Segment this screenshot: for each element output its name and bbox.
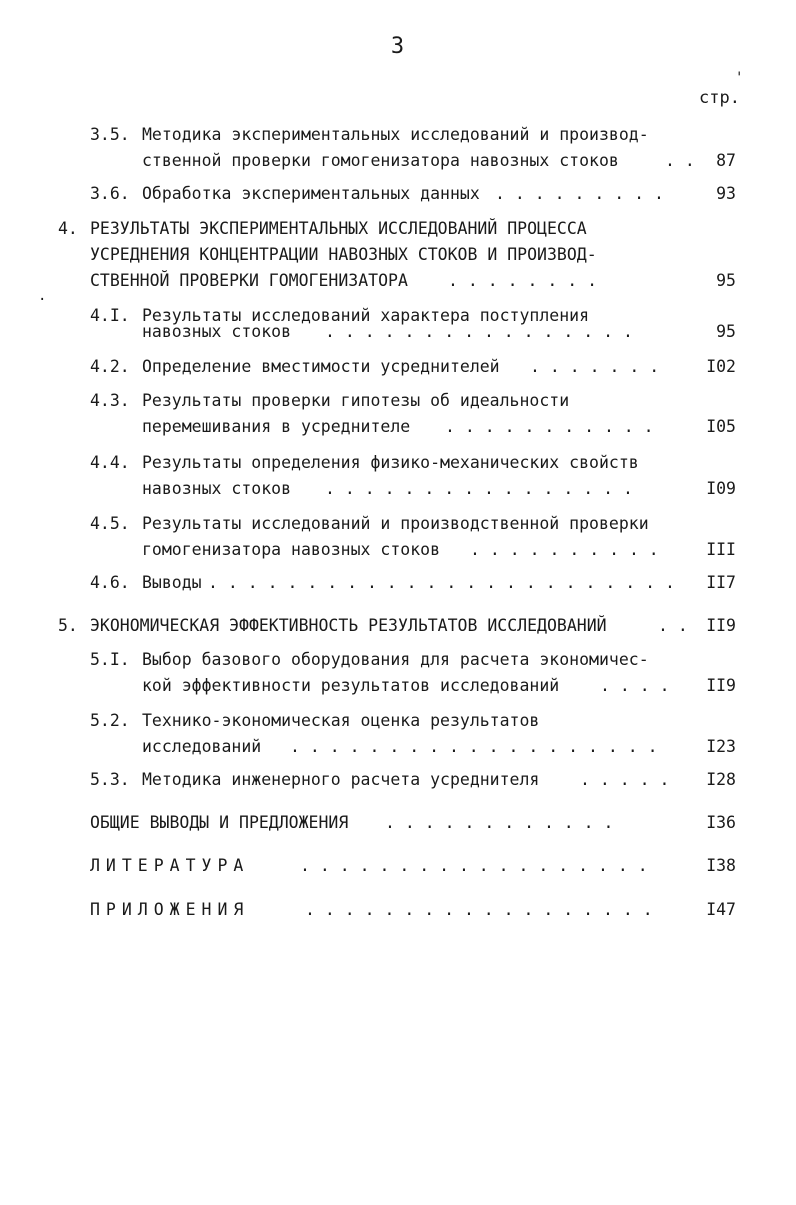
toc-entry: [58, 613, 736, 639]
entry-page: II7: [706, 573, 736, 592]
toc-entry: [90, 570, 736, 596]
toc-entry: [90, 181, 736, 207]
entry-page: III: [706, 540, 736, 559]
entry-number: 5.3.: [90, 770, 130, 789]
entry-page: 93: [716, 184, 736, 203]
entry-title-line: кой эффективности результатов исследований: [142, 676, 560, 695]
toc-entry: [90, 897, 736, 923]
entry-page: I23: [706, 737, 736, 756]
entry-number: 4.4.: [90, 453, 130, 472]
leader-dots: . . . . . . . . . . . .: [385, 813, 614, 832]
entry-title-line: Методика экспериментальных исследований и производ-: [142, 125, 649, 144]
entry-number: 4.5.: [90, 514, 130, 533]
page-number: 3: [390, 34, 406, 59]
entry-number: 5.I.: [90, 650, 130, 669]
leader-dots: . . . . . . . . . . . . . . . . . . . . . . . .: [208, 573, 675, 592]
toc-entry: [58, 216, 736, 294]
entry-title-line: ственной проверки гомогенизатора навозных стоков: [142, 151, 619, 170]
scan-speck: ·: [38, 292, 47, 308]
entry-number: 4.3.: [90, 391, 130, 410]
entry-page: I28: [706, 770, 736, 789]
leader-dots: . . . . . . . .: [448, 271, 598, 290]
entry-page: I47: [706, 900, 736, 919]
leader-dots: . . . . . . . . . .: [470, 540, 659, 559]
leader-dots: . . . . . . .: [530, 357, 660, 376]
entry-title-line: Результаты исследований характера поступления: [142, 306, 590, 325]
entry-page: II9: [706, 676, 736, 695]
entry-title-line: СТВЕННОЙ ПРОВЕРКИ ГОМОГЕНИЗАТОРА: [90, 271, 408, 290]
entry-title-line: ПРИЛОЖЕНИЯ: [90, 900, 250, 919]
entry-page: 95: [716, 271, 736, 290]
page-column-label: стр.: [699, 88, 740, 108]
toc-entry: [90, 810, 736, 836]
entry-title-line: РЕЗУЛЬТАТЫ ЭКСПЕРИМЕНТАЛЬНЫХ ИССЛЕДОВАНИЙ ПРОЦЕССА: [90, 219, 587, 238]
entry-number: 5.2.: [90, 711, 130, 730]
leader-dots: . . . . . . . . . . . . . . . . . .: [300, 856, 648, 875]
entry-title-line: Методика инженерного расчета усреднителя: [142, 770, 540, 789]
entry-number: 5.: [58, 616, 78, 635]
entry-page: I09: [706, 479, 736, 498]
leader-dots: . .: [658, 616, 688, 635]
toc-entry: [90, 450, 736, 502]
leader-dots: . . . . . . . . . . . . . . . .: [325, 479, 633, 498]
entry-title-line: Обработка экспериментальных данных: [142, 184, 480, 203]
leader-dots: . . . . . . . . . . .: [445, 417, 654, 436]
entry-title-line: навозных стоков: [142, 322, 292, 341]
leader-dots: . .: [665, 151, 695, 170]
entry-page: 87: [716, 151, 736, 170]
toc-entry: [90, 354, 736, 380]
leader-dots: . . . . . . . . . . . . . . . .: [325, 322, 633, 341]
leader-dots: . . . .: [600, 676, 670, 695]
entry-number: 4.6.: [90, 573, 130, 592]
toc-entry: [90, 388, 736, 440]
entry-title-line: ОБЩИЕ ВЫВОДЫ И ПРЕДЛОЖЕНИЯ: [90, 813, 349, 832]
entry-number: 4.2.: [90, 357, 130, 376]
toc-entry: [90, 647, 736, 699]
entry-title-line: перемешивания в усреднителе: [142, 417, 411, 436]
entry-title-line: ЛИТЕРАТУРА: [90, 856, 250, 875]
leader-dots: . . . . . . . . .: [495, 184, 664, 203]
entry-number: 4.I.: [90, 306, 130, 325]
entry-page: I05: [706, 417, 736, 436]
toc-entry: [90, 708, 736, 760]
toc-entry: [90, 767, 736, 793]
entry-title-line: навозных стоков: [142, 479, 292, 498]
entry-page: 95: [716, 322, 736, 341]
toc-entry: [90, 511, 736, 563]
entry-title-line: Результаты исследований и производственной проверки: [142, 514, 649, 533]
entry-title-line: Определение вместимости усреднителей: [142, 357, 500, 376]
scan-speck: ': [735, 70, 744, 86]
entry-title-line: Результаты определения физико-механических свойств: [142, 453, 639, 472]
entry-title-line: гомогенизатора навозных стоков: [142, 540, 441, 559]
entry-page: II9: [706, 616, 736, 635]
entry-title-line: Технико-экономическая оценка результатов: [142, 711, 540, 730]
entry-number: 4.: [58, 219, 78, 238]
entry-page: I38: [706, 856, 736, 875]
entry-page: I02: [706, 357, 736, 376]
entry-number: 3.5.: [90, 125, 130, 144]
toc-entry: [90, 303, 736, 343]
entry-title-line: Результаты проверки гипотезы об идеальности: [142, 391, 570, 410]
entry-title-line: Выбор базового оборудования для расчета экономичес-: [142, 650, 649, 669]
entry-page: I36: [706, 813, 736, 832]
leader-dots: . . . . . . . . . . . . . . . . . . .: [290, 737, 658, 756]
entry-number: 3.6.: [90, 184, 130, 203]
toc-entry: [90, 122, 736, 174]
leader-dots: . . . . .: [580, 770, 670, 789]
toc-entry: [90, 853, 736, 879]
entry-title-line: ЭКОНОМИЧЕСКАЯ ЭФФЕКТИВНОСТЬ РЕЗУЛЬТАТОВ ИССЛЕДОВАНИЙ: [90, 616, 607, 635]
leader-dots: . . . . . . . . . . . . . . . . . .: [305, 900, 653, 919]
entry-title-line: Выводы: [142, 573, 202, 592]
entry-title-line: исследований: [142, 737, 262, 756]
entry-title-line: УСРЕДНЕНИЯ КОНЦЕНТРАЦИИ НАВОЗНЫХ СТОКОВ И ПРОИЗВОД-: [90, 245, 597, 264]
